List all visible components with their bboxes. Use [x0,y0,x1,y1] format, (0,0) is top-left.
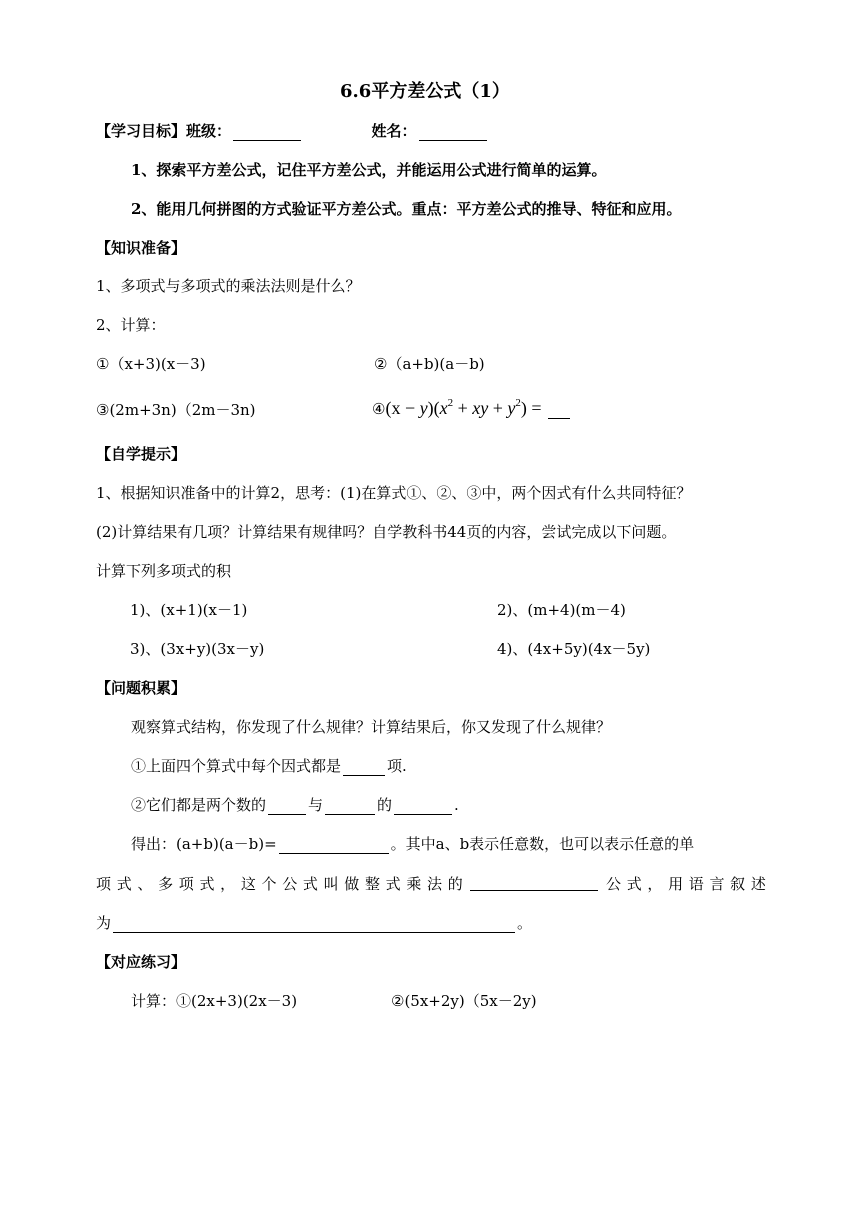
formula-name-blank[interactable] [470,874,598,891]
hints-header: 【自学提示】 [96,445,187,463]
justified-char: 式 [302,875,318,893]
objective-1: 1、探索平方差公式，记住平方差公式，并能运用公式进行简单的运算。 [131,161,607,179]
prep-expr-4-blank[interactable] [548,402,570,419]
fill-2-blank-c[interactable] [394,798,452,815]
justified-char: 公 [606,875,622,893]
justified-char: 公 [282,875,298,893]
justified-char: ， [220,875,236,893]
practice-header: 【对应练习】 [96,953,187,971]
prep-expr-4 [372,398,572,419]
conclusion-line [131,834,694,854]
justified-char: 整 [364,875,380,893]
justified-char: 叙 [730,875,746,893]
justified-char: 式 [385,875,401,893]
fill-2-and: 与 [308,796,324,814]
practice-item-2: ②(5x+2y)（5x－2y) [391,992,537,1010]
justified-char: 这 [240,875,256,893]
justified-char: 式 [199,875,215,893]
hint-paragraph-3: 计算下列多项式的积 [96,562,232,580]
justified-char: 式 [116,875,132,893]
justified-char: 言 [709,875,725,893]
hint-calc-1: 1)、(x+1)(x－1) [130,601,248,619]
justified-char: 述 [750,875,766,893]
hint-paragraph-2: (2)计算结果有几项？计算结果有规律吗？自学教科书44页的内容，尝试完成以下问题。 [96,523,677,541]
prep-question-1: 1、多项式与多项式的乘法法则是什么？ [96,277,361,295]
prep-expr-2: ②（a+b)(a－b) [374,355,485,373]
hint-calc-2: 2)、(m+4)(m－4) [497,601,626,619]
page-title: 6.6平方差公式（1） [340,81,510,102]
justified-char: 项 [96,875,112,893]
justified-char: 语 [688,875,704,893]
justified-char: 用 [668,875,684,893]
justified-char: 、 [137,875,153,893]
justified-char: 的 [447,875,463,893]
justified-char: 个 [261,875,277,893]
observe-text: 观察算式结构，你发现了什么规律？计算结果后，你又发现了什么规律？ [131,718,612,736]
conclusion-blank[interactable] [279,837,389,854]
objectives-line [96,121,489,141]
line-3-suffix: 。 [517,914,533,932]
objectives-header: 【学习目标】班级： [96,122,232,140]
justified-char: ， [647,875,663,893]
practice-item-1: 计算：①(2x+3)(2x－3) [131,992,298,1010]
name-blank[interactable] [419,124,487,141]
conclusion-text: 得出：(a+b)(a－b)= [131,835,277,853]
verbal-statement-blank[interactable] [113,916,515,933]
conclusion-tail: 。其中a、b表示任意数，也可以表示任意的单 [390,835,695,853]
justified-char: 法 [427,875,443,893]
fill-1-text: ①上面四个算式中每个因式都是 [131,757,342,775]
fill-1-suffix: 项. [387,757,407,775]
justified-char: 做 [344,875,360,893]
justified-char: 多 [158,875,174,893]
justified-line-3 [96,913,532,933]
fill-2-suffix: . [454,796,459,814]
fill-1-blank[interactable] [343,759,385,776]
preparation-header: 【知识准备】 [96,239,187,257]
prep-question-2: 2、计算： [96,316,166,334]
fill-line-2 [131,795,459,815]
hint-calc-3: 3)、(3x+y)(3x－y) [130,640,265,658]
objective-2: 2、能用几何拼图的方式验证平方差公式。重点：平方差公式的推导、特征和应用。 [131,200,682,218]
fill-line-1 [131,756,407,776]
justified-char: 乘 [406,875,422,893]
fill-2-blank-b[interactable] [325,798,375,815]
line-3-prefix: 为 [96,914,112,932]
class-blank[interactable] [233,124,301,141]
accumulation-header: 【问题积累】 [96,679,187,697]
justified-line-2 [96,874,766,894]
fill-2-of: 的 [377,796,393,814]
justified-char: 式 [626,875,642,893]
hint-calc-4: 4)、(4x+5y)(4x－5y) [497,640,651,658]
prep-expr-1: ①（x+3)(x－3) [96,355,206,373]
name-label: 姓名： [371,122,417,140]
justified-char: 项 [178,875,194,893]
fill-2-text: ②它们都是两个数的 [131,796,267,814]
hint-paragraph-1: 1、根据知识准备中的计算2，思考：(1)在算式①、②、③中，两个因式有什么共同特征？ [96,484,692,502]
fill-2-blank-a[interactable] [268,798,306,815]
prep-expr-4-label: ④ [372,400,386,418]
prep-expr-3: ③(2m+3n)（2m－3n) [96,401,256,419]
prep-expr-4-formula: $(x - y)(x^2$ + xy + $y^2$) = [385,397,547,418]
justified-char: 叫 [323,875,339,893]
